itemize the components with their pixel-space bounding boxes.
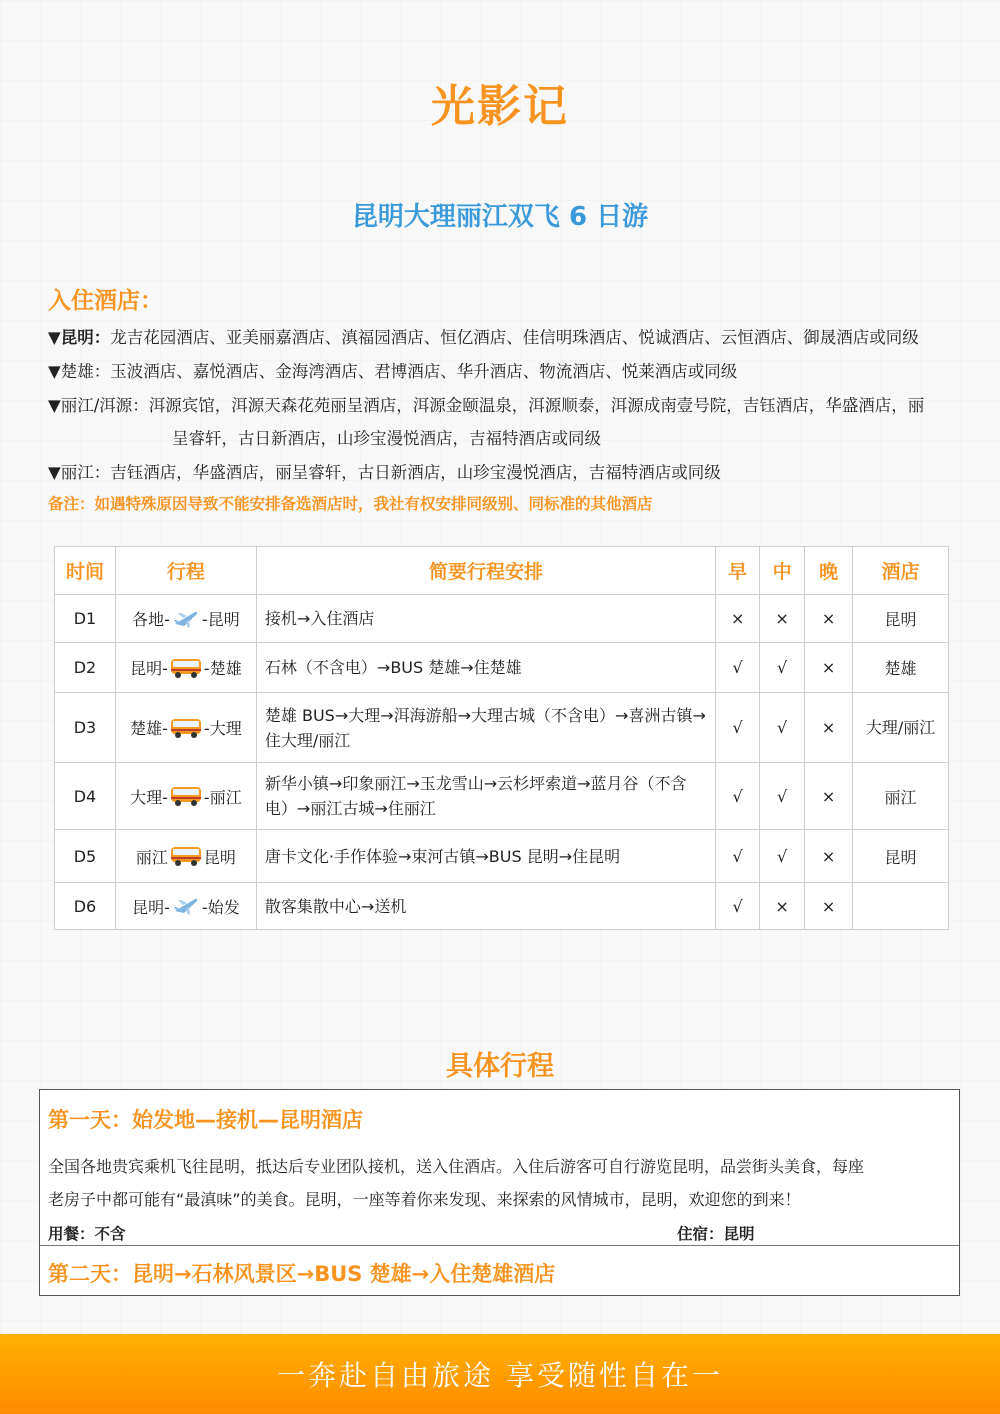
bus-icon [170, 785, 202, 807]
divider [40, 1245, 959, 1246]
route-to: -大理 [203, 719, 242, 738]
col-header-hotel: 酒店 [853, 547, 949, 595]
route-from: 楚雄- [130, 719, 168, 738]
summary-cell: 接机→入住酒店 [256, 595, 715, 643]
detail-heading: 具体行程 [446, 1051, 554, 1082]
day1-title: 第一天：始发地—接机—昆明酒店 [48, 1108, 363, 1132]
route-cell [115, 763, 256, 830]
summary-cell: 楚雄 BUS→大理→洱海游船→大理古城（不含电）→喜洲古镇→住大理/丽江 [256, 693, 715, 763]
lunch-cell: √ [760, 830, 805, 883]
dinner-cell: × [805, 830, 853, 883]
col-header-lunch: 中 [760, 547, 805, 595]
breakfast-cell: √ [716, 643, 760, 693]
dinner-cell: × [805, 693, 853, 763]
day1-text-line1: 全国各地贵宾乘机飞往昆明，抵达后专业团队接机，送入住酒店。入住后游客可自行游览昆明，品尝街头美食，每座 [48, 1157, 865, 1176]
table-row [55, 693, 949, 763]
col-header-route: 行程 [115, 547, 256, 595]
schedule-table [54, 546, 949, 930]
route-from: 各地- [132, 610, 170, 629]
day-cell: D2 [55, 643, 116, 693]
day-cell: D3 [55, 693, 116, 763]
breakfast-cell: √ [716, 830, 760, 883]
hotel-line-text: 洱源宾馆，洱源天森花苑丽呈酒店，洱源金颐温泉，洱源顺泰，洱源成南壹号院，吉钰酒店，华盛酒店，丽 [148, 396, 925, 415]
day1-stay: 住宿：昆明 [677, 1225, 755, 1243]
hotel-cell: 昆明 [853, 595, 949, 643]
lunch-cell: × [760, 883, 805, 930]
day1-meal: 用餐：不含 [48, 1225, 126, 1243]
bus-icon [170, 717, 202, 739]
lunch-cell: √ [760, 763, 805, 830]
summary-cell: 散客集散中心→送机 [256, 883, 715, 930]
hotel-cell: 丽江 [853, 763, 949, 830]
airplane-icon [172, 894, 200, 918]
bus-icon [170, 657, 202, 679]
hotel-line-lijiang-eryuan-cont [172, 425, 601, 449]
route-from: 昆明- [130, 659, 168, 678]
breakfast-cell: √ [716, 883, 760, 930]
col-header-breakfast: 早 [716, 547, 760, 595]
summary-cell: 唐卡文化·手作体验→束河古镇→BUS 昆明→住昆明 [256, 830, 715, 883]
brand-title: 光影记 [431, 81, 569, 132]
hotel-line-lijiang [48, 459, 721, 483]
route-from: 大理- [130, 787, 168, 807]
summary-cell: 石林（不含电）→BUS 楚雄→住楚雄 [256, 643, 715, 693]
route-to: -丽江 [203, 787, 242, 807]
day2-title: 第二天：昆明→石林风景区→BUS 楚雄→入住楚雄酒店 [48, 1262, 556, 1286]
hotel-cell: 昆明 [853, 830, 949, 883]
breakfast-cell: √ [716, 693, 760, 763]
route-cell [115, 830, 256, 883]
hotels-heading: 入住酒店： [48, 288, 163, 314]
hotel-line-text: 玉波酒店、嘉悦酒店、金海湾酒店、君博酒店、华升酒店、物流酒店、悦莱酒店或同级 [110, 362, 738, 381]
hotel-note: 备注：如遇特殊原因导致不能安排备选酒店时，我社有权安排同级别、同标准的其他酒店 [48, 495, 653, 513]
breakfast-cell: √ [716, 763, 760, 830]
hotel-line-label: ▼丽江： [48, 463, 111, 482]
bus-icon [170, 845, 202, 867]
dinner-cell: × [805, 643, 853, 693]
footer-bar [0, 1334, 1000, 1414]
hotel-line-lijiang-eryuan [48, 392, 924, 416]
route-to: 昆明 [203, 847, 236, 867]
hotel-cell: 楚雄 [853, 643, 949, 693]
route-cell [115, 693, 256, 763]
tour-title: 昆明大理丽江双飞 6 日游 [351, 202, 649, 232]
day1-text-line2: 老房子中都可能有“最滇味”的美食。昆明，一座等着你来发现、来探索的风情城市，昆明，欢迎您的到来！ [48, 1190, 801, 1209]
hotel-line-label: ▼丽江/洱源： [48, 396, 149, 415]
lunch-cell: √ [760, 693, 805, 763]
route-from: 昆明- [132, 897, 170, 917]
airplane-icon [172, 607, 200, 631]
hotel-line-text: 龙吉花园酒店、亚美丽嘉酒店、滇福园酒店、恒亿酒店、佳信明珠酒店、悦诚酒店、云恒酒店、御晟酒店或同级 [110, 328, 919, 347]
lunch-cell: × [760, 595, 805, 643]
hotel-line-text: 吉钰酒店，华盛酒店，丽呈睿轩，古日新酒店，山珍宝漫悦酒店，吉福特酒店或同级 [110, 463, 721, 482]
hotel-line-text: 呈睿轩，古日新酒店，山珍宝漫悦酒店，吉福特酒店或同级 [172, 429, 601, 448]
summary-cell: 新华小镇→印象丽江→玉龙雪山→云杉坪索道→蓝月谷（不含电）→丽江古城→住丽江 [256, 763, 715, 830]
route-to: -始发 [201, 897, 240, 917]
table-row [55, 883, 949, 930]
day-cell: D6 [55, 883, 116, 930]
col-header-time: 时间 [55, 547, 116, 595]
hotel-cell: 大理/丽江 [853, 693, 949, 763]
route-cell [115, 883, 256, 930]
footer-slogan: 一奔赴自由旅途 享受随性自在一 [277, 1359, 723, 1392]
lunch-cell: √ [760, 643, 805, 693]
table-row [55, 763, 949, 830]
route-cell [115, 643, 256, 693]
day-cell: D4 [55, 763, 116, 830]
dinner-cell: × [805, 763, 853, 830]
day-cell: D5 [55, 830, 116, 883]
hotel-cell [853, 883, 949, 930]
hotel-line-label: ▼楚雄： [48, 362, 111, 381]
day-cell: D1 [55, 595, 116, 643]
breakfast-cell: × [716, 595, 760, 643]
dinner-cell: × [805, 595, 853, 643]
table-row [55, 595, 949, 643]
hotel-line-chuxiong [48, 358, 737, 382]
route-from: 丽江 [135, 847, 168, 867]
hotel-line-kunming [48, 324, 919, 348]
route-to: -昆明 [201, 610, 240, 629]
route-to: -楚雄 [203, 659, 242, 678]
col-header-summary: 简要行程安排 [256, 547, 715, 595]
detail-box [39, 1089, 960, 1296]
route-cell [115, 595, 256, 643]
hotel-line-label: ▼昆明： [48, 328, 111, 347]
schedule-header-row [55, 547, 949, 595]
col-header-dinner: 晚 [805, 547, 853, 595]
table-row [55, 830, 949, 883]
table-row [55, 643, 949, 693]
dinner-cell: × [805, 883, 853, 930]
